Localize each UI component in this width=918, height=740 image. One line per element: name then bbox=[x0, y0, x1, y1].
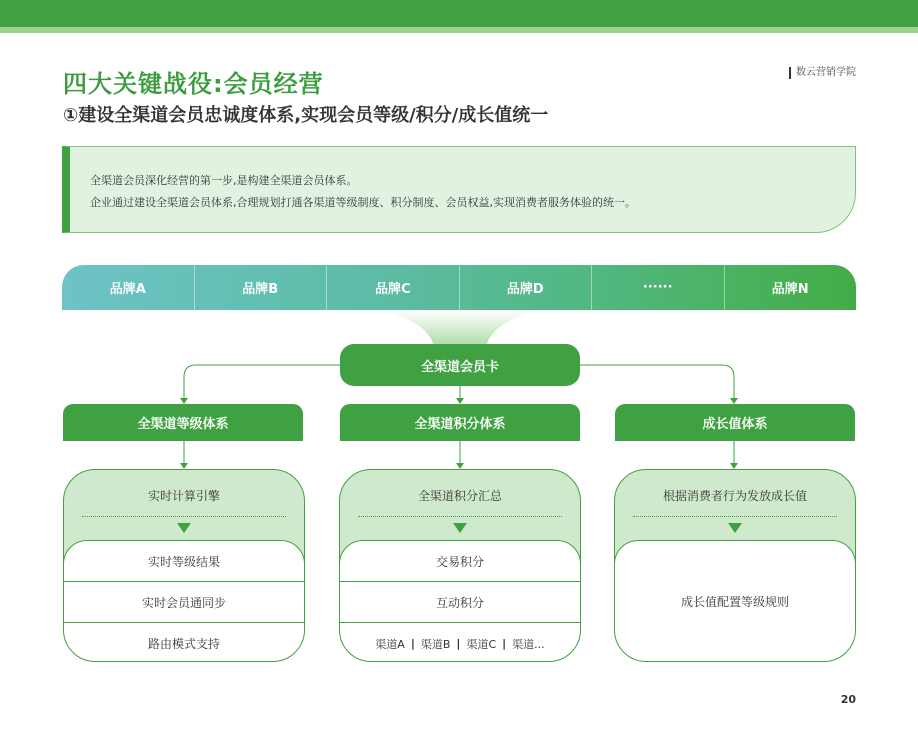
page-number: 20 bbox=[840, 693, 856, 706]
channel-b: 渠道B bbox=[420, 637, 451, 651]
channel-c: 渠道C bbox=[466, 637, 497, 651]
level-row: 实时等级结果 bbox=[64, 541, 304, 582]
channel-a: 渠道A bbox=[375, 637, 405, 651]
channel-row: 渠道A | 渠道B | 渠道C | 渠道... bbox=[375, 637, 545, 651]
down-triangle-icon bbox=[177, 523, 191, 533]
brand-a: 品牌A bbox=[62, 265, 195, 310]
brand-bar bbox=[62, 265, 856, 310]
intro-box bbox=[62, 146, 856, 233]
page-subtitle: ①建设全渠道会员忠诚度体系,实现会员等级/积分/成长值统一 bbox=[63, 105, 549, 126]
points-summary-label: 全渠道积分汇总 bbox=[417, 489, 502, 503]
level-row: 路由模式支持 bbox=[147, 637, 220, 651]
brand-c: 品牌C bbox=[327, 265, 460, 310]
page-title: 四大关键战役:会员经营 bbox=[63, 70, 324, 98]
top-banner-stripe bbox=[0, 27, 918, 33]
growth-issue-label: 根据消费者行为发放成长值 bbox=[662, 489, 807, 503]
growth-rule-label: 成长值配置等级规则 bbox=[680, 594, 789, 609]
growth-system-detail bbox=[614, 469, 856, 662]
intro-line-2: 企业通过建设全渠道会员体系,合理规划打通各渠道等级制度、积分制度、会员权益,实现消费者服务体验的统一。 bbox=[90, 196, 636, 209]
channel-more: 渠道... bbox=[512, 637, 545, 651]
level-system-detail bbox=[63, 469, 305, 662]
brand-ellipsis: ······ bbox=[592, 265, 725, 310]
publisher-mark: 数云营销学院 bbox=[789, 67, 856, 79]
growth-system-header: 成长值体系 bbox=[615, 404, 855, 441]
intro-line-1: 全渠道会员深化经营的第一步,是构建全渠道会员体系。 bbox=[90, 174, 358, 187]
points-row: 互动积分 bbox=[340, 582, 580, 623]
level-row: 实时会员通同步 bbox=[64, 582, 304, 623]
points-system-header: 全渠道积分体系 bbox=[340, 404, 580, 441]
level-engine-label: 实时计算引擎 bbox=[147, 489, 220, 503]
brand-d: 品牌D bbox=[460, 265, 593, 310]
points-row: 交易积分 bbox=[340, 541, 580, 582]
down-triangle-icon bbox=[453, 523, 467, 533]
brand-b: 品牌B bbox=[195, 265, 328, 310]
down-triangle-icon bbox=[728, 523, 742, 533]
brand-n: 品牌N bbox=[771, 282, 809, 297]
top-banner bbox=[0, 0, 918, 27]
member-card: 全渠道会员卡 bbox=[340, 344, 580, 386]
level-system-header: 全渠道等级体系 bbox=[63, 404, 303, 441]
points-system-detail bbox=[339, 469, 581, 662]
